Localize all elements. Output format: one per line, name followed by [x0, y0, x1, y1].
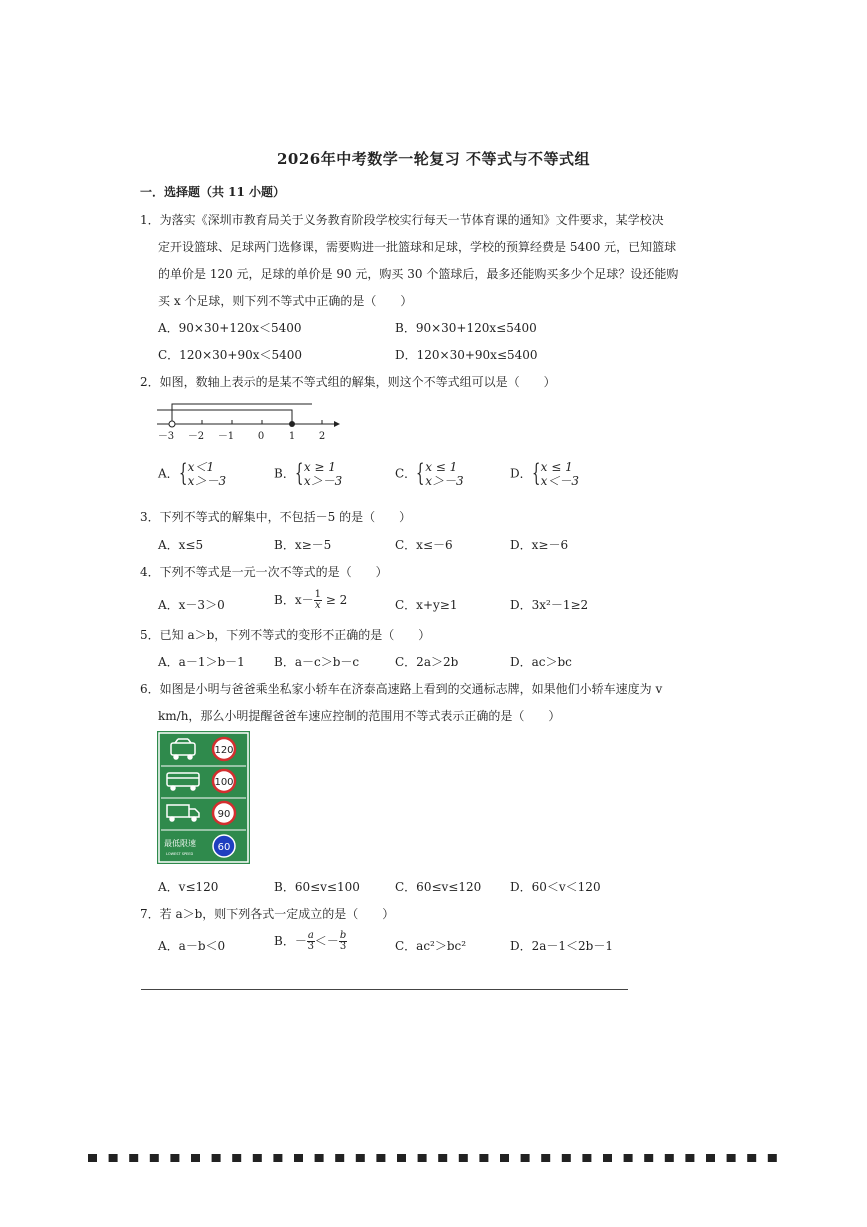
section-heading: 一．选择题（共 11 小题） [140, 185, 286, 199]
footer-dash [129, 1154, 138, 1162]
q1-line-4: 买 x 个足球，则下列不等式中正确的是（ ） [158, 294, 413, 308]
footer-dash [685, 1154, 694, 1162]
footer-dash [768, 1154, 777, 1162]
footer-dash [459, 1154, 468, 1162]
footer-dash [562, 1154, 571, 1162]
axis-label: 1 [288, 431, 296, 442]
speed-limit-bus: 100 [214, 777, 234, 788]
q5-option-b[interactable]: B．a－c＞b－c [274, 655, 360, 669]
q1-option-c[interactable]: C．120×30+90x＜5400 [158, 348, 303, 362]
footer-dash [376, 1154, 385, 1162]
axis-label: 2 [318, 431, 326, 442]
footer-dash [500, 1154, 509, 1162]
footer-dash [418, 1154, 427, 1162]
footer-dash [747, 1154, 756, 1162]
footer-dash-row [88, 1152, 788, 1164]
q2-option-b[interactable]: B． { x ≥ 1 x＞－3 [274, 459, 343, 488]
q4-text: 4．下列不等式是一元一次不等式的是（ ） [140, 565, 388, 579]
q2-option-a[interactable]: A． { x＜1 x＞－3 [158, 459, 227, 488]
footer-dash [706, 1154, 715, 1162]
footer-dash [253, 1154, 262, 1162]
speed-limit-car: 120 [214, 745, 234, 756]
footer-dash [582, 1154, 591, 1162]
footer-dash [315, 1154, 324, 1162]
q2-option-d[interactable]: D． { x ≤ 1 x＜－3 [510, 459, 580, 488]
q1-line-1: 1．为落实《深圳市教育局关于义务教育阶段学校实行每天一节体育课的通知》文件要求，某学校决 [140, 213, 664, 227]
q1-option-d[interactable]: D．120×30+90x≤5400 [395, 348, 538, 362]
footer-dash [273, 1154, 282, 1162]
number-line-figure [152, 396, 342, 442]
footer-dash [521, 1154, 530, 1162]
footer-divider [141, 989, 628, 990]
footer-dash [212, 1154, 221, 1162]
q6-option-b[interactable]: B．60≤v≤100 [274, 880, 360, 894]
q3-option-a[interactable]: A．x≤5 [158, 538, 204, 552]
q3-option-b[interactable]: B．x≥－5 [274, 538, 332, 552]
q3-option-c[interactable]: C．x≤－6 [395, 538, 453, 552]
page-title: 2026年中考数学一轮复习 不等式与不等式组 [277, 150, 590, 168]
footer-dash [665, 1154, 674, 1162]
axis-label: 0 [257, 431, 265, 442]
axis-label: －2 [187, 431, 205, 442]
q7-option-a[interactable]: A．a－b＜0 [158, 939, 226, 953]
q5-option-c[interactable]: C．2a＞2b [395, 655, 459, 669]
minimum-speed-value: 60 [217, 842, 231, 853]
q3-text: 3．下列不等式的解集中，不包括－5 的是（ ） [140, 510, 412, 524]
q1-line-2: 定开设篮球、足球两门选修课，需要购进一批篮球和足球，学校的预算经费是 5400 元，已知篮球 [158, 240, 677, 254]
footer-dash [727, 1154, 736, 1162]
footer-dash [191, 1154, 200, 1162]
footer-dash [438, 1154, 447, 1162]
q5-text: 5．已知 a＞b，下列不等式的变形不正确的是（ ） [140, 628, 431, 642]
q1-option-a[interactable]: A．90×30+120x＜5400 [158, 321, 302, 335]
footer-dash [335, 1154, 344, 1162]
speed-limit-truck: 90 [217, 809, 231, 820]
q1-line-3: 的单价是 120 元，足球的单价是 90 元，购买 30 个篮球后，最多还能购买多少个足球？设还能购 [158, 267, 679, 281]
q2-option-c[interactable]: C． { x ≤ 1 x＞－3 [395, 459, 464, 488]
q4-option-b[interactable]: B．x－ $\frac{1}{x}$ ≥ 2 [274, 589, 348, 611]
footer-dash [603, 1154, 612, 1162]
footer-dash [109, 1154, 118, 1162]
footer-dash [624, 1154, 633, 1162]
footer-dash [356, 1154, 365, 1162]
q6-option-a[interactable]: A．v≤120 [158, 880, 219, 894]
q3-option-d[interactable]: D．x≥－6 [510, 538, 569, 552]
q5-option-a[interactable]: A．a－1＞b－1 [158, 655, 245, 669]
q6-line-1: 6．如图是小明与爸爸乘坐私家小轿车在济泰高速路上看到的交通标志牌，如果他们小轿车速度为 v [140, 682, 663, 696]
q7-option-b[interactable]: B．－ $\frac{a}{3}$ ＜－ $\frac{b}{3}$ [274, 930, 347, 952]
footer-dash [644, 1154, 653, 1162]
footer-dash [479, 1154, 488, 1162]
q4-option-d[interactable]: D．3x²－1≥2 [510, 598, 589, 612]
axis-label: －1 [217, 431, 235, 442]
q6-option-d[interactable]: D．60＜v＜120 [510, 880, 601, 894]
minimum-speed-label: 最低限速 [164, 839, 196, 848]
footer-dash [232, 1154, 241, 1162]
q7-text: 7．若 a＞b，则下列各式一定成立的是（ ） [140, 907, 395, 921]
q7-option-d[interactable]: D．2a－1＜2b－1 [510, 939, 613, 953]
traffic-speed-sign [157, 731, 250, 864]
q6-line-2: km/h，那么小明提醒爸爸车速应控制的范围用不等式表示正确的是（ ） [158, 709, 561, 723]
footer-dash [88, 1154, 97, 1162]
footer-dash [150, 1154, 159, 1162]
axis-label: －3 [157, 431, 175, 442]
q7-option-c[interactable]: C．ac²＞bc² [395, 939, 467, 953]
q4-option-a[interactable]: A．x－3＞0 [158, 598, 225, 612]
q4-option-c[interactable]: C．x+y≥1 [395, 598, 458, 612]
q2-text: 2．如图，数轴上表示的是某不等式组的解集，则这个不等式组可以是（ ） [140, 375, 556, 389]
footer-dash [170, 1154, 179, 1162]
footer-dash [541, 1154, 550, 1162]
q1-option-b[interactable]: B．90×30+120x≤5400 [395, 321, 537, 335]
footer-dash [397, 1154, 406, 1162]
minimum-speed-label-en: LOWEST SPEED [166, 852, 194, 856]
q5-option-d[interactable]: D．ac＞bc [510, 655, 572, 669]
footer-dash [294, 1154, 303, 1162]
q6-option-c[interactable]: C．60≤v≤120 [395, 880, 482, 894]
